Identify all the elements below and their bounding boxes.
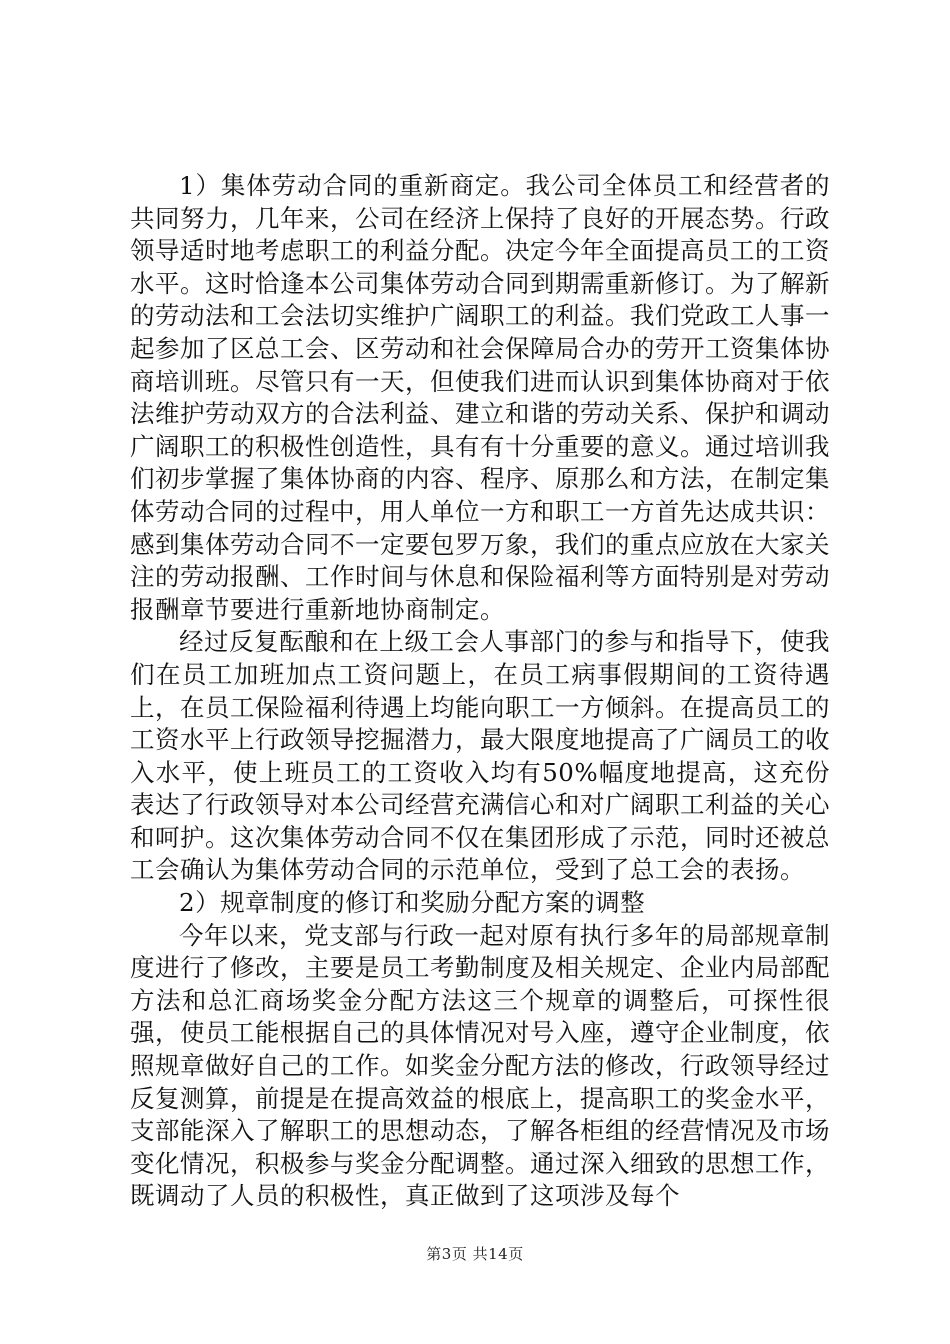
document-body (130, 170, 830, 1213)
paragraph-rules-revision: 今年以来，党支部与行政一起对原有执行多年的局部规章制度进行了修改，主要是员工考勤制度及相关规定、企业内局部配方法和总汇商场奖金分配方法这三个规章的调整后，可探性很强，使员工能根据自己的具体情况对号入座，遵守企业制度，依照规章做好自己的工作。如奖金分配方法的修改，行政领导经过反复测算，前提是在提高效益的根底上，提高职工的奖金水平，支部能深入了解职工的思想动态，了解各柜组的经营情况及市场变化情况，积极参与奖金分配调整。通过深入细致的思想工作，既调动了人员的积极性，真正做到了这项涉及每个 (130, 920, 830, 1211)
paragraph-negotiation-result: 经过反复酝酿和在上级工会人事部门的参与和指导下，使我们在员工加班加点工资问题上，在员工病事假期间的工资待遇上，在员工保险福利待遇上均能向职工一方倾斜。在提高员工的工资水平上行政领导挖掘潜力，最大限度地提高了广阔员工的收入水平，使上班员工的工资收入均有50%幅度地提高，这充份表达了行政领导对本公司经营充满信心和对广阔职工利益的关心和呵护。这次集体劳动合同不仅在集团形成了示范，同时还被总工会确认为集体劳动合同的示范单位，受到了总工会的表扬。 (130, 627, 830, 885)
paragraph-collective-contract: 1）集体劳动合同的重新商定。我公司全体员工和经营者的共同努力，几年来，公司在经济上保持了良好的开展态势。行政领导适时地考虑职工的利益分配。决定今年全面提高员工的工资水平。这时恰逢本公司集体劳动合同到期需重新修订。为了解新的劳动法和工会法切实维护广阔职工的利益。我们党政工人事一起参加了区总工会、区劳动和社会保障局合办的劳开工资集体协商培训班。尽管只有一天，但使我们进而认识到集体协商对于依法维护劳动双方的合法利益、建立和谐的劳动关系、保护和调动广阔职工的积极性创造性，具有有十分重要的意义。通过培训我们初步掌握了集体协商的内容、程序、原那么和方法，在制定集体劳动合同的过程中，用人单位一方和职工一方首先达成共识：感到集体劳动合同不一定要包罗万象，我们的重点应放在大家关注的劳动报酬、工作时间与休息和保险福利等方面特别是对劳动报酬章节要进行重新地协商制定。 (130, 171, 830, 624)
page-number-footer: 第3页 共14页 (426, 1245, 524, 1263)
section-heading-rules-revision: 2）规章制度的修订和奖励分配方案的调整 (179, 888, 646, 918)
